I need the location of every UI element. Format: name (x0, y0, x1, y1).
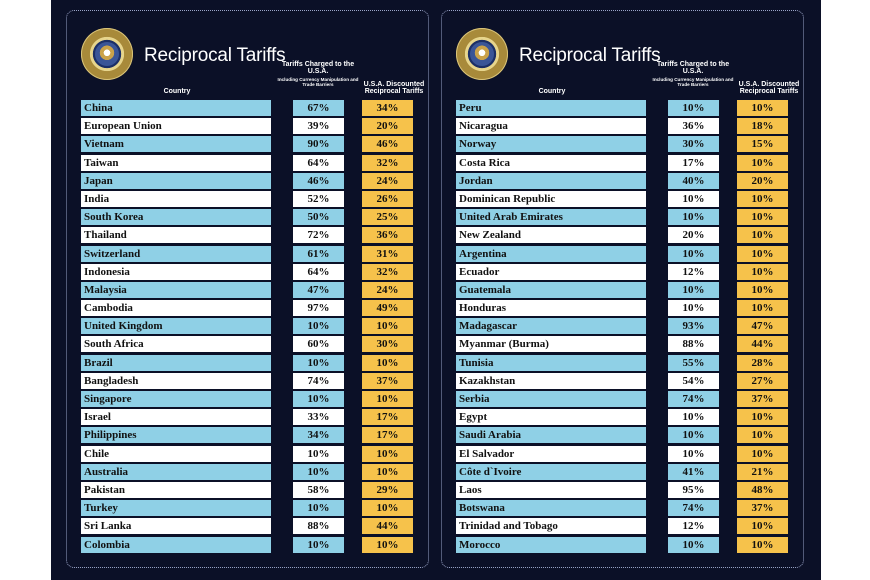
tariff-discounted-cell: 10% (737, 209, 788, 225)
tariff-discounted-cell: 10% (737, 282, 788, 298)
tariff-discounted-cell: 17% (362, 409, 413, 425)
tariff-charged-cell: 10% (293, 500, 344, 516)
country-cell: Thailand (81, 227, 271, 243)
country-cell: Botswana (456, 500, 646, 516)
country-cell: Tunisia (456, 355, 646, 371)
country-cell: Laos (456, 482, 646, 498)
tariff-charged-cell: 10% (668, 209, 719, 225)
tariff-discounted-cell: 34% (362, 100, 413, 116)
tariff-discounted-cell: 32% (362, 264, 413, 280)
country-cell: India (81, 191, 271, 207)
country-cell: Costa Rica (456, 155, 646, 171)
tariff-charged-cell: 10% (293, 446, 344, 462)
country-cell: Israel (81, 409, 271, 425)
seal-eagle-icon (95, 42, 119, 66)
tariff-discounted-cell: 25% (362, 209, 413, 225)
tariff-discounted-cell: 10% (362, 355, 413, 371)
tariff-discounted-cell: 10% (737, 227, 788, 243)
header-discounted-tariffs: U.S.A. Discounted Reciprocal Tariffs (363, 81, 425, 96)
country-cell: Brazil (81, 355, 271, 371)
tariff-charged-cell: 10% (668, 246, 719, 262)
tariff-discounted-cell: 10% (737, 191, 788, 207)
tariff-discounted-cell: 20% (362, 118, 413, 134)
tariff-charged-cell: 10% (668, 409, 719, 425)
tariff-discounted-cell: 18% (737, 118, 788, 134)
tariff-charged-cell: 10% (293, 464, 344, 480)
country-cell: Bangladesh (81, 373, 271, 389)
tariff-discounted-cell: 10% (362, 318, 413, 334)
tariff-discounted-cell: 10% (737, 537, 788, 553)
tariff-discounted-cell: 37% (737, 391, 788, 407)
tariff-discounted-cell: 10% (737, 518, 788, 534)
tariff-charged-cell: 10% (668, 300, 719, 316)
country-cell: Trinidad and Tobago (456, 518, 646, 534)
country-cell: Kazakhstan (456, 373, 646, 389)
country-cell: New Zealand (456, 227, 646, 243)
country-cell: Sri Lanka (81, 518, 271, 534)
tariff-charged-cell: 39% (293, 118, 344, 134)
tariff-charged-cell: 90% (293, 136, 344, 152)
tariff-discounted-cell: 10% (737, 100, 788, 116)
country-cell: Dominican Republic (456, 191, 646, 207)
tariff-discounted-cell: 44% (362, 518, 413, 534)
country-cell: Philippines (81, 427, 271, 443)
tariff-charged-cell: 10% (293, 355, 344, 371)
country-cell: Singapore (81, 391, 271, 407)
tariff-discounted-cell: 10% (362, 391, 413, 407)
country-cell: Turkey (81, 500, 271, 516)
country-cell: Myanmar (Burma) (456, 336, 646, 352)
tariff-charged-cell: 33% (293, 409, 344, 425)
tariff-discounted-cell: 49% (362, 300, 413, 316)
country-cell: Serbia (456, 391, 646, 407)
tariff-charged-cell: 10% (668, 537, 719, 553)
country-cell: Argentina (456, 246, 646, 262)
tariff-discounted-cell: 10% (737, 409, 788, 425)
tariff-discounted-cell: 46% (362, 136, 413, 152)
country-cell: Madagascar (456, 318, 646, 334)
header-tariffs-charged (652, 61, 734, 87)
country-cell: Australia (81, 464, 271, 480)
tariff-discounted-cell: 10% (737, 300, 788, 316)
tariff-charged-cell: 20% (668, 227, 719, 243)
tariff-discounted-cell: 29% (362, 482, 413, 498)
country-cell: Peru (456, 100, 646, 116)
tariff-charged-cell: 60% (293, 336, 344, 352)
tariff-charged-cell: 67% (293, 100, 344, 116)
header-tariffs-charged-subtitle: Including Currency Manipulation and Trade Barriers (277, 76, 359, 87)
tariff-discounted-cell: 32% (362, 155, 413, 171)
tariff-charged-cell: 12% (668, 264, 719, 280)
tariff-discounted-cell: 15% (737, 136, 788, 152)
tariff-charged-cell: 10% (668, 282, 719, 298)
tariff-charged-cell: 72% (293, 227, 344, 243)
country-cell: Nicaragua (456, 118, 646, 134)
country-cell: Pakistan (81, 482, 271, 498)
tariff-charged-cell: 74% (668, 500, 719, 516)
tariff-charged-cell: 10% (668, 427, 719, 443)
country-cell: Malaysia (81, 282, 271, 298)
tariff-charged-cell: 64% (293, 264, 344, 280)
country-cell: Côte d`Ivoire (456, 464, 646, 480)
country-cell: South Korea (81, 209, 271, 225)
tariff-charged-cell: 10% (293, 391, 344, 407)
tariff-discounted-cell: 48% (737, 482, 788, 498)
tariff-charged-cell: 88% (293, 518, 344, 534)
tariff-discounted-cell: 37% (737, 500, 788, 516)
presidential-seal-icon (456, 28, 508, 80)
tariff-discounted-cell: 44% (737, 336, 788, 352)
tariff-charged-cell: 52% (293, 191, 344, 207)
tariff-charged-cell: 17% (668, 155, 719, 171)
tariff-charged-cell: 50% (293, 209, 344, 225)
tariff-charged-cell: 34% (293, 427, 344, 443)
seal-eagle-icon (470, 42, 494, 66)
header-tariffs-charged-title: Tariffs Charged to the U.S.A. (281, 61, 355, 76)
tariff-discounted-cell: 10% (362, 537, 413, 553)
tariff-charged-cell: 88% (668, 336, 719, 352)
tariff-charged-cell: 10% (293, 318, 344, 334)
country-cell: Honduras (456, 300, 646, 316)
tariff-charged-cell: 93% (668, 318, 719, 334)
tariff-discounted-cell: 36% (362, 227, 413, 243)
tariff-discounted-cell: 31% (362, 246, 413, 262)
country-cell: Indonesia (81, 264, 271, 280)
tariff-discounted-cell: 10% (737, 155, 788, 171)
tariff-discounted-cell: 10% (737, 264, 788, 280)
header-tariffs-charged-title: Tariffs Charged to the U.S.A. (656, 61, 730, 76)
tariff-charged-cell: 97% (293, 300, 344, 316)
tariff-discounted-cell: 10% (362, 500, 413, 516)
tariff-discounted-cell: 10% (362, 446, 413, 462)
tariff-charged-cell: 74% (668, 391, 719, 407)
tariff-panel-left (66, 10, 429, 568)
tariff-charged-cell: 74% (293, 373, 344, 389)
country-cell: Saudi Arabia (456, 427, 646, 443)
tariff-charged-cell: 55% (668, 355, 719, 371)
country-cell: United Arab Emirates (456, 209, 646, 225)
country-cell: El Salvador (456, 446, 646, 462)
tariff-charged-cell: 58% (293, 482, 344, 498)
tariff-discounted-cell: 10% (737, 446, 788, 462)
tariff-charged-cell: 10% (293, 537, 344, 553)
tariff-discounted-cell: 17% (362, 427, 413, 443)
country-cell: Guatemala (456, 282, 646, 298)
tariff-discounted-cell: 26% (362, 191, 413, 207)
tariff-discounted-cell: 10% (362, 464, 413, 480)
tariff-discounted-cell: 27% (737, 373, 788, 389)
header-tariffs-charged (277, 61, 359, 87)
tariff-charged-cell: 46% (293, 173, 344, 189)
tariff-charged-cell: 12% (668, 518, 719, 534)
tariff-discounted-cell: 20% (737, 173, 788, 189)
presidential-seal-icon (81, 28, 133, 80)
tariff-discounted-cell: 30% (362, 336, 413, 352)
country-cell: Chile (81, 446, 271, 462)
country-cell: Norway (456, 136, 646, 152)
tariff-charged-cell: 64% (293, 155, 344, 171)
tariff-charged-cell: 30% (668, 136, 719, 152)
country-cell: Vietnam (81, 136, 271, 152)
country-cell: Egypt (456, 409, 646, 425)
country-cell: China (81, 100, 271, 116)
tariff-charged-cell: 10% (668, 446, 719, 462)
header-tariffs-charged-subtitle: Including Currency Manipulation and Trade Barriers (652, 76, 734, 87)
country-cell: Jordan (456, 173, 646, 189)
tariff-panel-right (441, 10, 804, 568)
country-cell: European Union (81, 118, 271, 134)
panel-title: Reciprocal Tariffs (144, 45, 286, 66)
country-cell: United Kingdom (81, 318, 271, 334)
tariff-discounted-cell: 28% (737, 355, 788, 371)
country-cell: Morocco (456, 537, 646, 553)
tariff-charged-cell: 40% (668, 173, 719, 189)
tariff-charged-cell: 41% (668, 464, 719, 480)
tariff-charged-cell: 36% (668, 118, 719, 134)
tariff-discounted-cell: 37% (362, 373, 413, 389)
tariff-discounted-cell: 21% (737, 464, 788, 480)
country-cell: Cambodia (81, 300, 271, 316)
country-cell: Ecuador (456, 264, 646, 280)
country-cell: Japan (81, 173, 271, 189)
tariff-discounted-cell: 10% (737, 427, 788, 443)
tariff-charged-cell: 95% (668, 482, 719, 498)
country-cell: Colombia (81, 537, 271, 553)
country-cell: South Africa (81, 336, 271, 352)
tariff-charged-cell: 47% (293, 282, 344, 298)
tariff-discounted-cell: 47% (737, 318, 788, 334)
tariff-discounted-cell: 10% (737, 246, 788, 262)
header-discounted-tariffs: U.S.A. Discounted Reciprocal Tariffs (738, 81, 800, 96)
country-cell: Taiwan (81, 155, 271, 171)
panel-title: Reciprocal Tariffs (519, 45, 661, 66)
tariff-charged-cell: 10% (668, 100, 719, 116)
country-cell: Switzerland (81, 246, 271, 262)
header-country: Country (538, 88, 566, 95)
tariff-discounted-cell: 24% (362, 173, 413, 189)
tariff-charged-cell: 10% (668, 191, 719, 207)
tariff-charged-cell: 54% (668, 373, 719, 389)
tariff-charged-cell: 61% (293, 246, 344, 262)
header-country: Country (163, 88, 191, 95)
tariff-discounted-cell: 24% (362, 282, 413, 298)
